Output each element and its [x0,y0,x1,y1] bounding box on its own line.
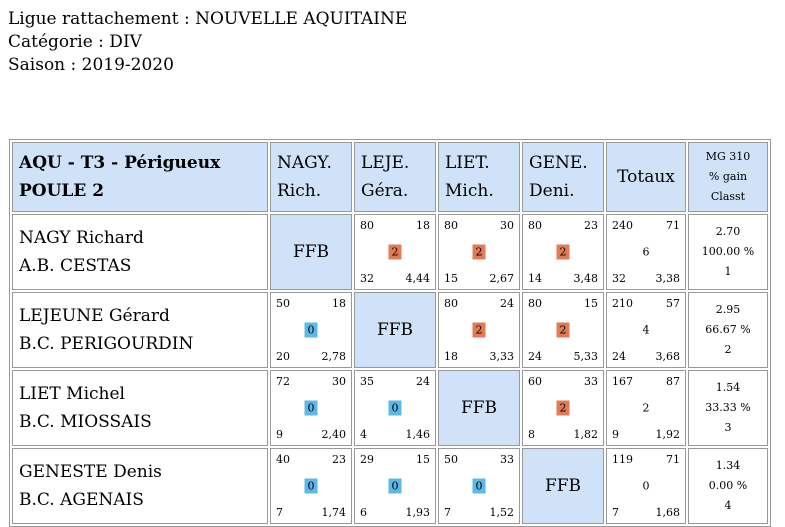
best-series-value: 14 [528,272,542,285]
column-header-line1: GENE. [529,153,588,173]
points-value: 50 [444,453,458,466]
match-cell [438,292,520,368]
best-series-value: 32 [360,272,374,285]
totals-cell [606,214,686,290]
reprises-value: 18 [332,297,346,310]
mg-cell [688,214,768,290]
results-table [9,139,771,527]
average-value: 5,33 [573,350,598,363]
match-cell [270,370,352,446]
gain-percent: 100.00 % [701,245,755,258]
best-series-value: 6 [360,506,367,519]
match-cell [522,214,604,290]
table-row [12,214,768,290]
player-cell [12,370,268,446]
gain-label: % gain [708,170,748,183]
rank-value: 3 [724,421,732,434]
total-average: 1,68 [655,506,680,519]
total-reprises: 87 [666,375,680,388]
average-value: 2,67 [489,272,514,285]
column-header-geneste [522,142,604,212]
mg-value: 2.70 [715,225,741,238]
match-points-badge: 0 [389,401,402,416]
gain-percent: 33.33 % [705,401,751,414]
match-cell [354,214,436,290]
classt-label: Classt [710,190,746,203]
best-series-value: 7 [276,506,283,519]
column-header-liet [438,142,520,212]
match-points-badge: 0 [305,401,318,416]
gain-percent: 66.67 % [705,323,751,336]
average-value: 1,74 [321,506,346,519]
reprises-value: 23 [332,453,346,466]
reprises-value: 30 [332,375,346,388]
mg-value: 2.95 [715,303,741,316]
match-cell [270,448,352,524]
match-points-badge: 0 [473,479,486,494]
mg-label: MG 310 [705,150,751,163]
reprises-value: 24 [416,375,430,388]
match-cell [354,448,436,524]
points-value: 72 [276,375,290,388]
match-cell [522,292,604,368]
table-row [12,370,768,446]
mg-value: 1.34 [715,459,741,472]
best-series-value: 7 [444,506,451,519]
reprises-value: 15 [584,297,598,310]
total-match-points: 0 [642,479,650,493]
ffb-cell: FFB [522,448,604,524]
best-series-value: 20 [276,350,290,363]
player-name: NAGY Richard [19,228,144,248]
match-cell [522,370,604,446]
player-club: B.C. MIOSSAIS [19,412,152,432]
total-average: 3,68 [655,350,680,363]
total-best-series: 24 [612,350,626,363]
player-name: GENESTE Denis [19,462,162,482]
total-best-series: 9 [612,428,619,441]
match-points-badge: 0 [305,479,318,494]
average-value: 1,82 [573,428,598,441]
table-row [12,448,768,524]
ffb-cell: FFB [354,292,436,368]
best-series-value: 18 [444,350,458,363]
match-cell [438,448,520,524]
reprises-value: 30 [500,219,514,232]
match-points-badge: 0 [305,323,318,338]
match-cell [438,214,520,290]
average-value: 1,46 [405,428,430,441]
saison-line: Saison : 2019-2020 [8,55,174,75]
player-cell [12,214,268,290]
points-value: 29 [360,453,374,466]
best-series-value: 15 [444,272,458,285]
best-series-value: 4 [360,428,367,441]
total-points: 210 [612,297,633,310]
match-points-badge: 2 [473,245,486,260]
reprises-value: 15 [416,453,430,466]
player-name: LEJEUNE Gérard [19,306,170,326]
average-value: 1,93 [405,506,430,519]
column-header-mg [688,142,768,212]
rank-value: 4 [724,499,732,512]
average-value: 4,44 [405,272,430,285]
total-reprises: 57 [666,297,680,310]
gain-percent: 0.00 % [708,479,748,492]
points-value: 60 [528,375,542,388]
match-cell [354,370,436,446]
mg-cell [688,448,768,524]
player-cell [12,292,268,368]
player-cell [12,448,268,524]
points-value: 50 [276,297,290,310]
ffb-cell: FFB [438,370,520,446]
points-value: 80 [528,219,542,232]
total-reprises: 71 [666,219,680,232]
best-series-value: 9 [276,428,283,441]
match-points-badge: 0 [389,479,402,494]
ffb-cell: FFB [270,214,352,290]
poule-title: AQU - T3 - Périgueux [19,153,221,173]
rank-value: 2 [724,343,732,356]
match-points-badge: 2 [557,323,570,338]
average-value: 2,78 [321,350,346,363]
total-average: 3,38 [655,272,680,285]
average-value: 1,52 [489,506,514,519]
ligue-line: Ligue rattachement : NOUVELLE AQUITAINE [8,9,408,29]
categorie-line: Catégorie : DIV [8,32,142,52]
total-reprises: 71 [666,453,680,466]
page-header [8,8,407,77]
mg-cell [688,370,768,446]
points-value: 40 [276,453,290,466]
player-name: LIET Michel [19,384,125,404]
column-header-line2: Rich. [277,181,322,201]
best-series-value: 8 [528,428,535,441]
average-value: 3,48 [573,272,598,285]
poule-title-cell [12,142,268,212]
table-row [12,292,768,368]
player-club: A.B. CESTAS [19,256,132,276]
match-points-badge: 2 [557,401,570,416]
total-points: 119 [612,453,633,466]
column-header-totals: Totaux [606,142,686,212]
points-value: 80 [444,219,458,232]
mg-cell [688,292,768,368]
points-value: 35 [360,375,374,388]
reprises-value: 24 [500,297,514,310]
reprises-value: 18 [416,219,430,232]
table-header-row [12,142,768,212]
total-points: 167 [612,375,633,388]
reprises-value: 23 [584,219,598,232]
column-header-line1: LEJE. [361,153,410,173]
column-header-line1: LIET. [445,153,490,173]
match-points-badge: 2 [389,245,402,260]
column-header-lejeune [354,142,436,212]
average-value: 2,40 [321,428,346,441]
column-header-nagy [270,142,352,212]
column-header-line1: NAGY. [277,153,332,173]
player-club: B.C. AGENAIS [19,490,144,510]
total-best-series: 7 [612,506,619,519]
reprises-value: 33 [500,453,514,466]
mg-value: 1.54 [715,381,741,394]
points-value: 80 [528,297,542,310]
points-value: 80 [444,297,458,310]
column-header-line2: Mich. [445,181,494,201]
total-points: 240 [612,219,633,232]
total-average: 1,92 [655,428,680,441]
best-series-value: 24 [528,350,542,363]
totals-cell [606,292,686,368]
poule-subtitle: POULE 2 [19,181,105,201]
match-points-badge: 2 [557,245,570,260]
average-value: 3,33 [489,350,514,363]
total-match-points: 2 [642,401,650,415]
match-cell [270,292,352,368]
match-points-badge: 2 [473,323,486,338]
column-header-line2: Géra. [361,181,409,201]
rank-value: 1 [724,265,732,278]
totals-cell [606,370,686,446]
total-match-points: 4 [642,323,650,337]
total-best-series: 32 [612,272,626,285]
column-header-line2: Deni. [529,181,575,201]
totals-cell [606,448,686,524]
player-club: B.C. PERIGOURDIN [19,334,194,354]
points-value: 80 [360,219,374,232]
total-match-points: 6 [642,245,650,259]
reprises-value: 33 [584,375,598,388]
